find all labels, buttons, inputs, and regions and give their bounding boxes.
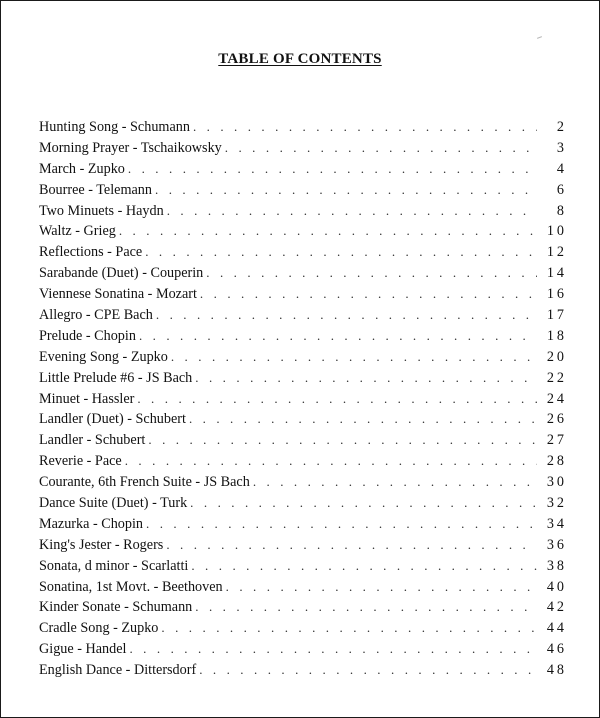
- dot-leader: [253, 472, 537, 493]
- toc-entry: [39, 284, 567, 305]
- toc-entry: [39, 639, 567, 660]
- toc-entry-page-number: 44: [546, 620, 567, 637]
- dot-leader: [139, 326, 537, 347]
- dot-leader: [195, 597, 537, 618]
- toc-entry: [39, 326, 567, 347]
- dot-leader: [225, 138, 537, 159]
- toc-entry-title: Dance Suite (Duet) - Turk: [39, 495, 188, 512]
- toc-entry: [39, 159, 567, 180]
- dot-leader: [155, 180, 537, 201]
- toc-entry: [39, 451, 567, 472]
- toc-entry: [39, 493, 567, 514]
- toc-entry-page-number: 30: [546, 474, 567, 491]
- toc-entry-page-number: 10: [546, 223, 567, 240]
- dot-leader: [226, 577, 537, 598]
- page-title-text: TABLE OF CONTENTS: [218, 51, 382, 67]
- toc-entry-page-number: 3: [556, 139, 567, 156]
- toc-entry: [39, 138, 567, 159]
- toc-entry: [39, 409, 567, 430]
- toc-entry-title: Cradle Song - Zupko: [39, 620, 159, 637]
- dot-leader: [148, 430, 537, 451]
- toc-entry-page-number: 40: [546, 578, 567, 595]
- table-of-contents-list: [39, 117, 567, 681]
- toc-entry-page-number: 42: [546, 599, 567, 616]
- toc-entry: [39, 242, 567, 263]
- toc-entry-page-number: 24: [546, 390, 567, 407]
- toc-entry-title: English Dance - Dittersdorf: [39, 662, 197, 679]
- toc-entry-page-number: 20: [546, 348, 567, 365]
- toc-entry-page-number: 34: [546, 515, 567, 532]
- dot-leader: [193, 117, 537, 138]
- page-title: [1, 51, 599, 68]
- dot-leader: [167, 201, 537, 222]
- toc-entry-page-number: 12: [546, 244, 567, 261]
- dot-leader: [129, 639, 537, 660]
- toc-entry-title: Prelude - Chopin: [39, 327, 136, 344]
- toc-entry-page-number: 32: [546, 495, 567, 512]
- dot-leader: [146, 514, 537, 535]
- toc-entry-title: Sonatina, 1st Movt. - Beethoven: [39, 578, 223, 595]
- toc-entry: [39, 660, 567, 681]
- toc-entry-title: Sonata, d minor - Scarlatti: [39, 557, 189, 574]
- toc-entry-title: Courante, 6th French Suite - JS Bach: [39, 474, 250, 491]
- toc-entry: [39, 618, 567, 639]
- toc-entry-title: Allegro - CPE Bach: [39, 307, 153, 324]
- toc-entry-page-number: 36: [546, 536, 567, 553]
- dot-leader: [171, 347, 537, 368]
- toc-entry-title: Evening Song - Zupko: [39, 348, 168, 365]
- toc-entry: [39, 117, 567, 138]
- toc-entry-page-number: 27: [546, 432, 567, 449]
- toc-entry-title: Bourree - Telemann: [39, 181, 152, 198]
- toc-entry-title: Gigue - Handel: [39, 641, 127, 658]
- toc-entry: [39, 180, 567, 201]
- toc-entry: [39, 430, 567, 451]
- dot-leader: [199, 660, 537, 681]
- toc-entry-title: Minuet - Hassler: [39, 390, 135, 407]
- toc-entry-page-number: 6: [556, 181, 567, 198]
- toc-entry-title: Reflections - Pace: [39, 244, 143, 261]
- toc-entry-page-number: 26: [546, 411, 567, 428]
- toc-entry-title: Viennese Sonatina - Mozart: [39, 286, 197, 303]
- toc-entry-page-number: 38: [546, 557, 567, 574]
- toc-entry-page-number: 48: [546, 662, 567, 679]
- dot-leader: [206, 263, 537, 284]
- toc-entry: [39, 368, 567, 389]
- toc-entry-page-number: 46: [546, 641, 567, 658]
- dot-leader: [200, 284, 537, 305]
- toc-entry-title: Little Prelude #6 - JS Bach: [39, 369, 193, 386]
- toc-entry-title: Landler - Schubert: [39, 432, 146, 449]
- toc-entry-title: March - Zupko: [39, 160, 125, 177]
- dot-leader: [145, 242, 537, 263]
- dot-leader: [119, 221, 537, 242]
- toc-entry-title: Two Minuets - Haydn: [39, 202, 164, 219]
- toc-entry: [39, 597, 567, 618]
- toc-entry: [39, 535, 567, 556]
- dot-leader: [166, 535, 537, 556]
- toc-entry: [39, 472, 567, 493]
- toc-entry-title: Morning Prayer - Tschaikowsky: [39, 139, 222, 156]
- toc-entry-page-number: 14: [546, 265, 567, 282]
- toc-entry-page-number: 28: [546, 453, 567, 470]
- toc-entry-title: Reverie - Pace: [39, 453, 122, 470]
- toc-entry-title: Kinder Sonate - Schumann: [39, 599, 193, 616]
- dot-leader: [190, 493, 537, 514]
- toc-entry-title: Mazurka - Chopin: [39, 515, 144, 532]
- dot-leader: [128, 159, 537, 180]
- toc-entry: [39, 201, 567, 222]
- paper-speck: [537, 36, 542, 39]
- toc-entry-title: Landler (Duet) - Schubert: [39, 411, 186, 428]
- dot-leader: [189, 409, 537, 430]
- toc-entry-page-number: 16: [546, 286, 567, 303]
- dot-leader: [191, 556, 537, 577]
- toc-entry-page-number: 18: [546, 327, 567, 344]
- dot-leader: [195, 368, 537, 389]
- toc-entry: [39, 347, 567, 368]
- toc-entry-page-number: 22: [546, 369, 567, 386]
- toc-entry-title: Waltz - Grieg: [39, 223, 116, 240]
- toc-entry-page-number: 4: [556, 160, 567, 177]
- toc-entry: [39, 263, 567, 284]
- toc-entry: [39, 556, 567, 577]
- toc-entry: [39, 305, 567, 326]
- dot-leader: [161, 618, 537, 639]
- toc-entry-title: Sarabande (Duet) - Couperin: [39, 265, 204, 282]
- dot-leader: [125, 451, 537, 472]
- toc-entry-page-number: 8: [556, 202, 567, 219]
- toc-entry: [39, 577, 567, 598]
- toc-entry-page-number: 17: [546, 307, 567, 324]
- toc-entry: [39, 221, 567, 242]
- toc-entry-title: King's Jester - Rogers: [39, 536, 164, 553]
- toc-entry: [39, 514, 567, 535]
- dot-leader: [137, 389, 537, 410]
- dot-leader: [156, 305, 537, 326]
- toc-entry-page-number: 2: [556, 119, 567, 135]
- toc-entry: [39, 389, 567, 410]
- toc-entry-title: Hunting Song - Schumann: [39, 119, 190, 135]
